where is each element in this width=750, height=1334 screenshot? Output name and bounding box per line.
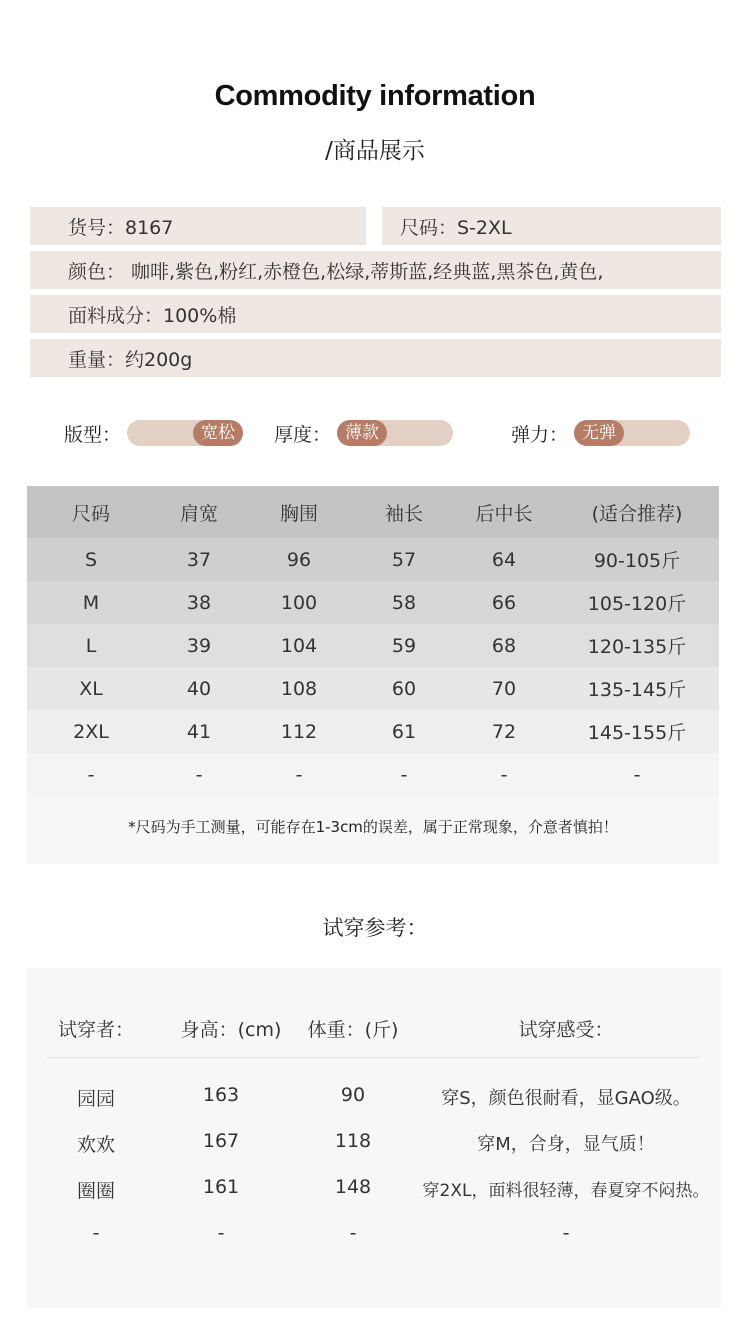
table-cell: 70 [491, 677, 517, 700]
size-range: 尺码：S-2XL [382, 207, 721, 245]
try-header-cell: 试穿感受： [518, 1019, 614, 1041]
page-title: Commodity information [214, 80, 536, 112]
table-cell: 108 [280, 677, 318, 700]
measurement-note-box [27, 796, 719, 864]
try-cell: 90 [340, 1084, 366, 1106]
try-cell: 148 [334, 1176, 372, 1198]
try-cell: 园园 [76, 1088, 115, 1110]
try-cell: 穿S，颜色很耐看，显GAO级。 [441, 1088, 691, 1109]
table-cell: 61 [391, 720, 417, 743]
style-attributes [0, 418, 750, 448]
elasticity-scale [574, 420, 690, 446]
table-cell: - [295, 763, 303, 786]
thickness-scale [337, 420, 453, 446]
thickness-label: 厚度： [274, 424, 332, 446]
table-cell: S [84, 548, 98, 571]
thickness-value: 薄款 [337, 420, 387, 446]
table-row [27, 624, 719, 667]
table-cell: - [500, 763, 508, 786]
try-header-cell: 试穿者： [57, 1019, 134, 1041]
table-cell: - [87, 763, 95, 786]
table-row [27, 710, 719, 753]
try-divider [47, 1057, 699, 1058]
elasticity-label: 弹力： [511, 424, 569, 446]
table-cell: 64 [491, 548, 517, 571]
color-list: 颜色： 咖啡,紫色,粉红,赤橙色,松绿,蒂斯蓝,经典蓝,黑茶色,黄色, [30, 251, 721, 289]
try-cell: 欢欢 [76, 1134, 115, 1156]
table-cell: 39 [186, 634, 212, 657]
header-cell: 肩宽 [155, 486, 243, 538]
table-cell: 60 [391, 677, 417, 700]
try-on-title: 试穿参考： [322, 916, 428, 940]
try-header-cell: 身高：(cm) [180, 1019, 282, 1041]
table-cell: 90-105斤 [593, 550, 681, 572]
try-cell: 穿2XL，面料很轻薄，春夏穿不闷热。 [422, 1181, 710, 1201]
header-cell: 胸围 [243, 486, 355, 538]
size-table-header [27, 486, 719, 538]
table-cell: - [400, 763, 408, 786]
try-cell: - [92, 1222, 100, 1244]
try-cell: - [217, 1222, 225, 1244]
try-on-table [27, 968, 721, 1308]
table-cell: 112 [280, 720, 318, 743]
table-cell: M [82, 591, 100, 614]
fit-scale [127, 420, 243, 446]
table-row [27, 538, 719, 581]
table-cell: 59 [391, 634, 417, 657]
table-cell: 37 [186, 548, 212, 571]
measurement-note: *尺码为手工测量，可能存在1-3cm的误差，属于正常现象，介意者慎拍！ [128, 818, 618, 836]
table-cell: 58 [391, 591, 417, 614]
elasticity-value: 无弹 [574, 420, 624, 446]
fit-label: 版型： [64, 424, 122, 446]
table-cell: 38 [186, 591, 212, 614]
item-number: 货号：8167 [30, 207, 366, 245]
table-cell: 72 [491, 720, 517, 743]
header-cell: 后中长 [453, 486, 555, 538]
try-header-cell: 体重：(斤) [307, 1019, 399, 1041]
page-subtitle: /商品展示 [325, 138, 425, 164]
try-cell: 163 [202, 1084, 240, 1106]
table-row [27, 667, 719, 710]
table-cell: 68 [491, 634, 517, 657]
table-cell: 2XL [73, 720, 109, 743]
table-cell: 96 [286, 548, 312, 571]
table-cell: 100 [280, 591, 318, 614]
table-row [27, 581, 719, 624]
weight-info: 重量：约200g [30, 339, 721, 377]
try-cell: 穿M，合身，显气质！ [477, 1134, 655, 1155]
table-cell: 40 [186, 677, 212, 700]
table-row [27, 753, 719, 796]
try-cell: 167 [202, 1130, 240, 1152]
table-cell: L [85, 634, 97, 657]
try-cell: 118 [334, 1130, 372, 1152]
try-cell: 圈圈 [76, 1180, 115, 1202]
table-cell: 120-135斤 [587, 636, 687, 658]
header-cell: 尺码 [27, 486, 155, 538]
table-cell: 41 [186, 720, 212, 743]
table-cell: 57 [391, 548, 417, 571]
table-cell: - [195, 763, 203, 786]
fit-value: 宽松 [193, 420, 243, 446]
try-cell: 161 [202, 1176, 240, 1198]
try-cell: - [349, 1222, 357, 1244]
table-cell: 105-120斤 [587, 593, 687, 615]
table-cell: 104 [280, 634, 318, 657]
header-cell: (适合推荐) [555, 486, 719, 538]
fabric-composition: 面料成分：100%棉 [30, 295, 721, 333]
table-cell: - [633, 763, 641, 786]
header-cell: 袖长 [355, 486, 453, 538]
table-cell: 145-155斤 [587, 722, 687, 744]
try-cell: - [562, 1222, 570, 1244]
size-table [27, 486, 719, 796]
table-cell: 135-145斤 [587, 679, 687, 701]
table-cell: 66 [491, 591, 517, 614]
table-cell: XL [79, 677, 103, 700]
